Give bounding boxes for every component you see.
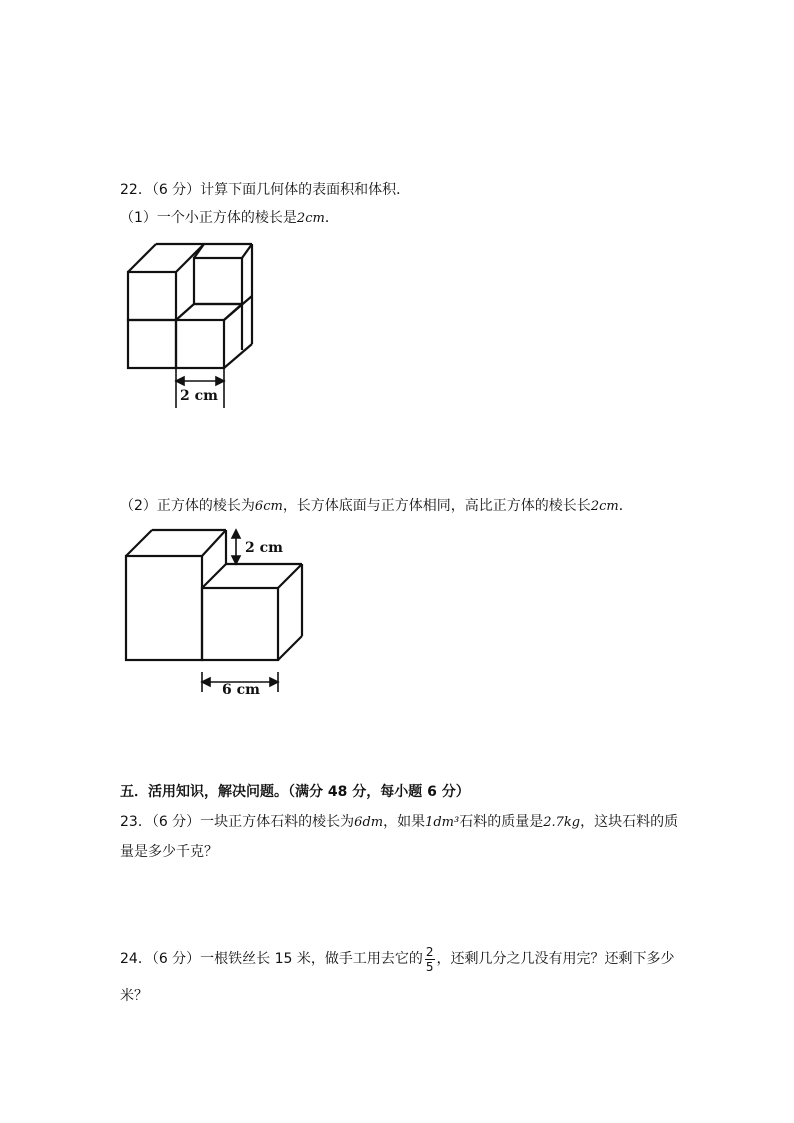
q22-part2 <box>120 496 633 517</box>
q22-part2-end: ． <box>618 498 633 514</box>
q24-line2: 米？ <box>120 988 148 1004</box>
q22-part1-end: ． <box>324 210 339 226</box>
cube-front-bottom-right <box>176 320 224 368</box>
fig2-height-label: 2 cm <box>245 540 283 556</box>
cuboid-front-face <box>126 556 202 660</box>
q23-text-c: 石料的质量是 <box>459 814 544 830</box>
q22-part1-value: 2cm <box>296 211 325 226</box>
q24-fraction-denominator: 5 <box>425 959 434 974</box>
q22-part2-text-a: （2）正方体的棱长为 <box>120 498 255 514</box>
q22-part2-value2: 2cm <box>590 499 619 514</box>
q23-text-d: ，这块石料的质 <box>580 814 679 830</box>
figure-cube-stack <box>118 236 268 411</box>
q23-value2: 1dm³ <box>425 815 460 830</box>
q24-text-a: 24．（6 分）一根铁丝长 15 米，做手工用去它的 <box>120 951 423 967</box>
q22-part1 <box>120 208 339 229</box>
q24-line1 <box>120 944 675 974</box>
q24-text-b: ，还剩几分之几没有用完？还剩下多少 <box>436 951 675 967</box>
q24-fraction <box>425 945 435 974</box>
cuboid-cube-drawing <box>118 524 318 704</box>
q22-part2-value1: 6cm <box>254 499 283 514</box>
q23-value3: 2.7kg <box>543 815 581 830</box>
fig1-dimension-label: 2 cm <box>180 388 218 404</box>
q23-value1: 6dm <box>354 815 384 830</box>
q24-fraction-numerator: 2 <box>425 944 434 959</box>
section-5-heading: 五．活用知识，解决问题。（满分 48 分，每小题 6 分） <box>120 784 470 800</box>
q23-line2: 量是多少千克？ <box>120 844 218 860</box>
q23-text-a: 23．（6 分）一块正方体石料的棱长为 <box>120 814 355 830</box>
fig2-width-label: 6 cm <box>222 682 260 698</box>
q22-part2-text-b: ，长方体底面与正方体相同，高比正方体的棱长长 <box>282 498 591 514</box>
figure-cuboid-cube <box>118 524 318 704</box>
q22-heading: 22．（6 分）计算下面几何体的表面积和体积． <box>120 182 411 198</box>
cube-front-face <box>202 588 278 660</box>
q23-text-b: ，如果 <box>383 814 426 830</box>
cube-stack-drawing <box>118 236 268 411</box>
cube-front-bottom-left <box>128 320 176 368</box>
q23-line1 <box>120 812 678 833</box>
q22-part1-text: （1）一个小正方体的棱长是 <box>120 210 297 226</box>
cube-front-top-left <box>128 272 176 320</box>
